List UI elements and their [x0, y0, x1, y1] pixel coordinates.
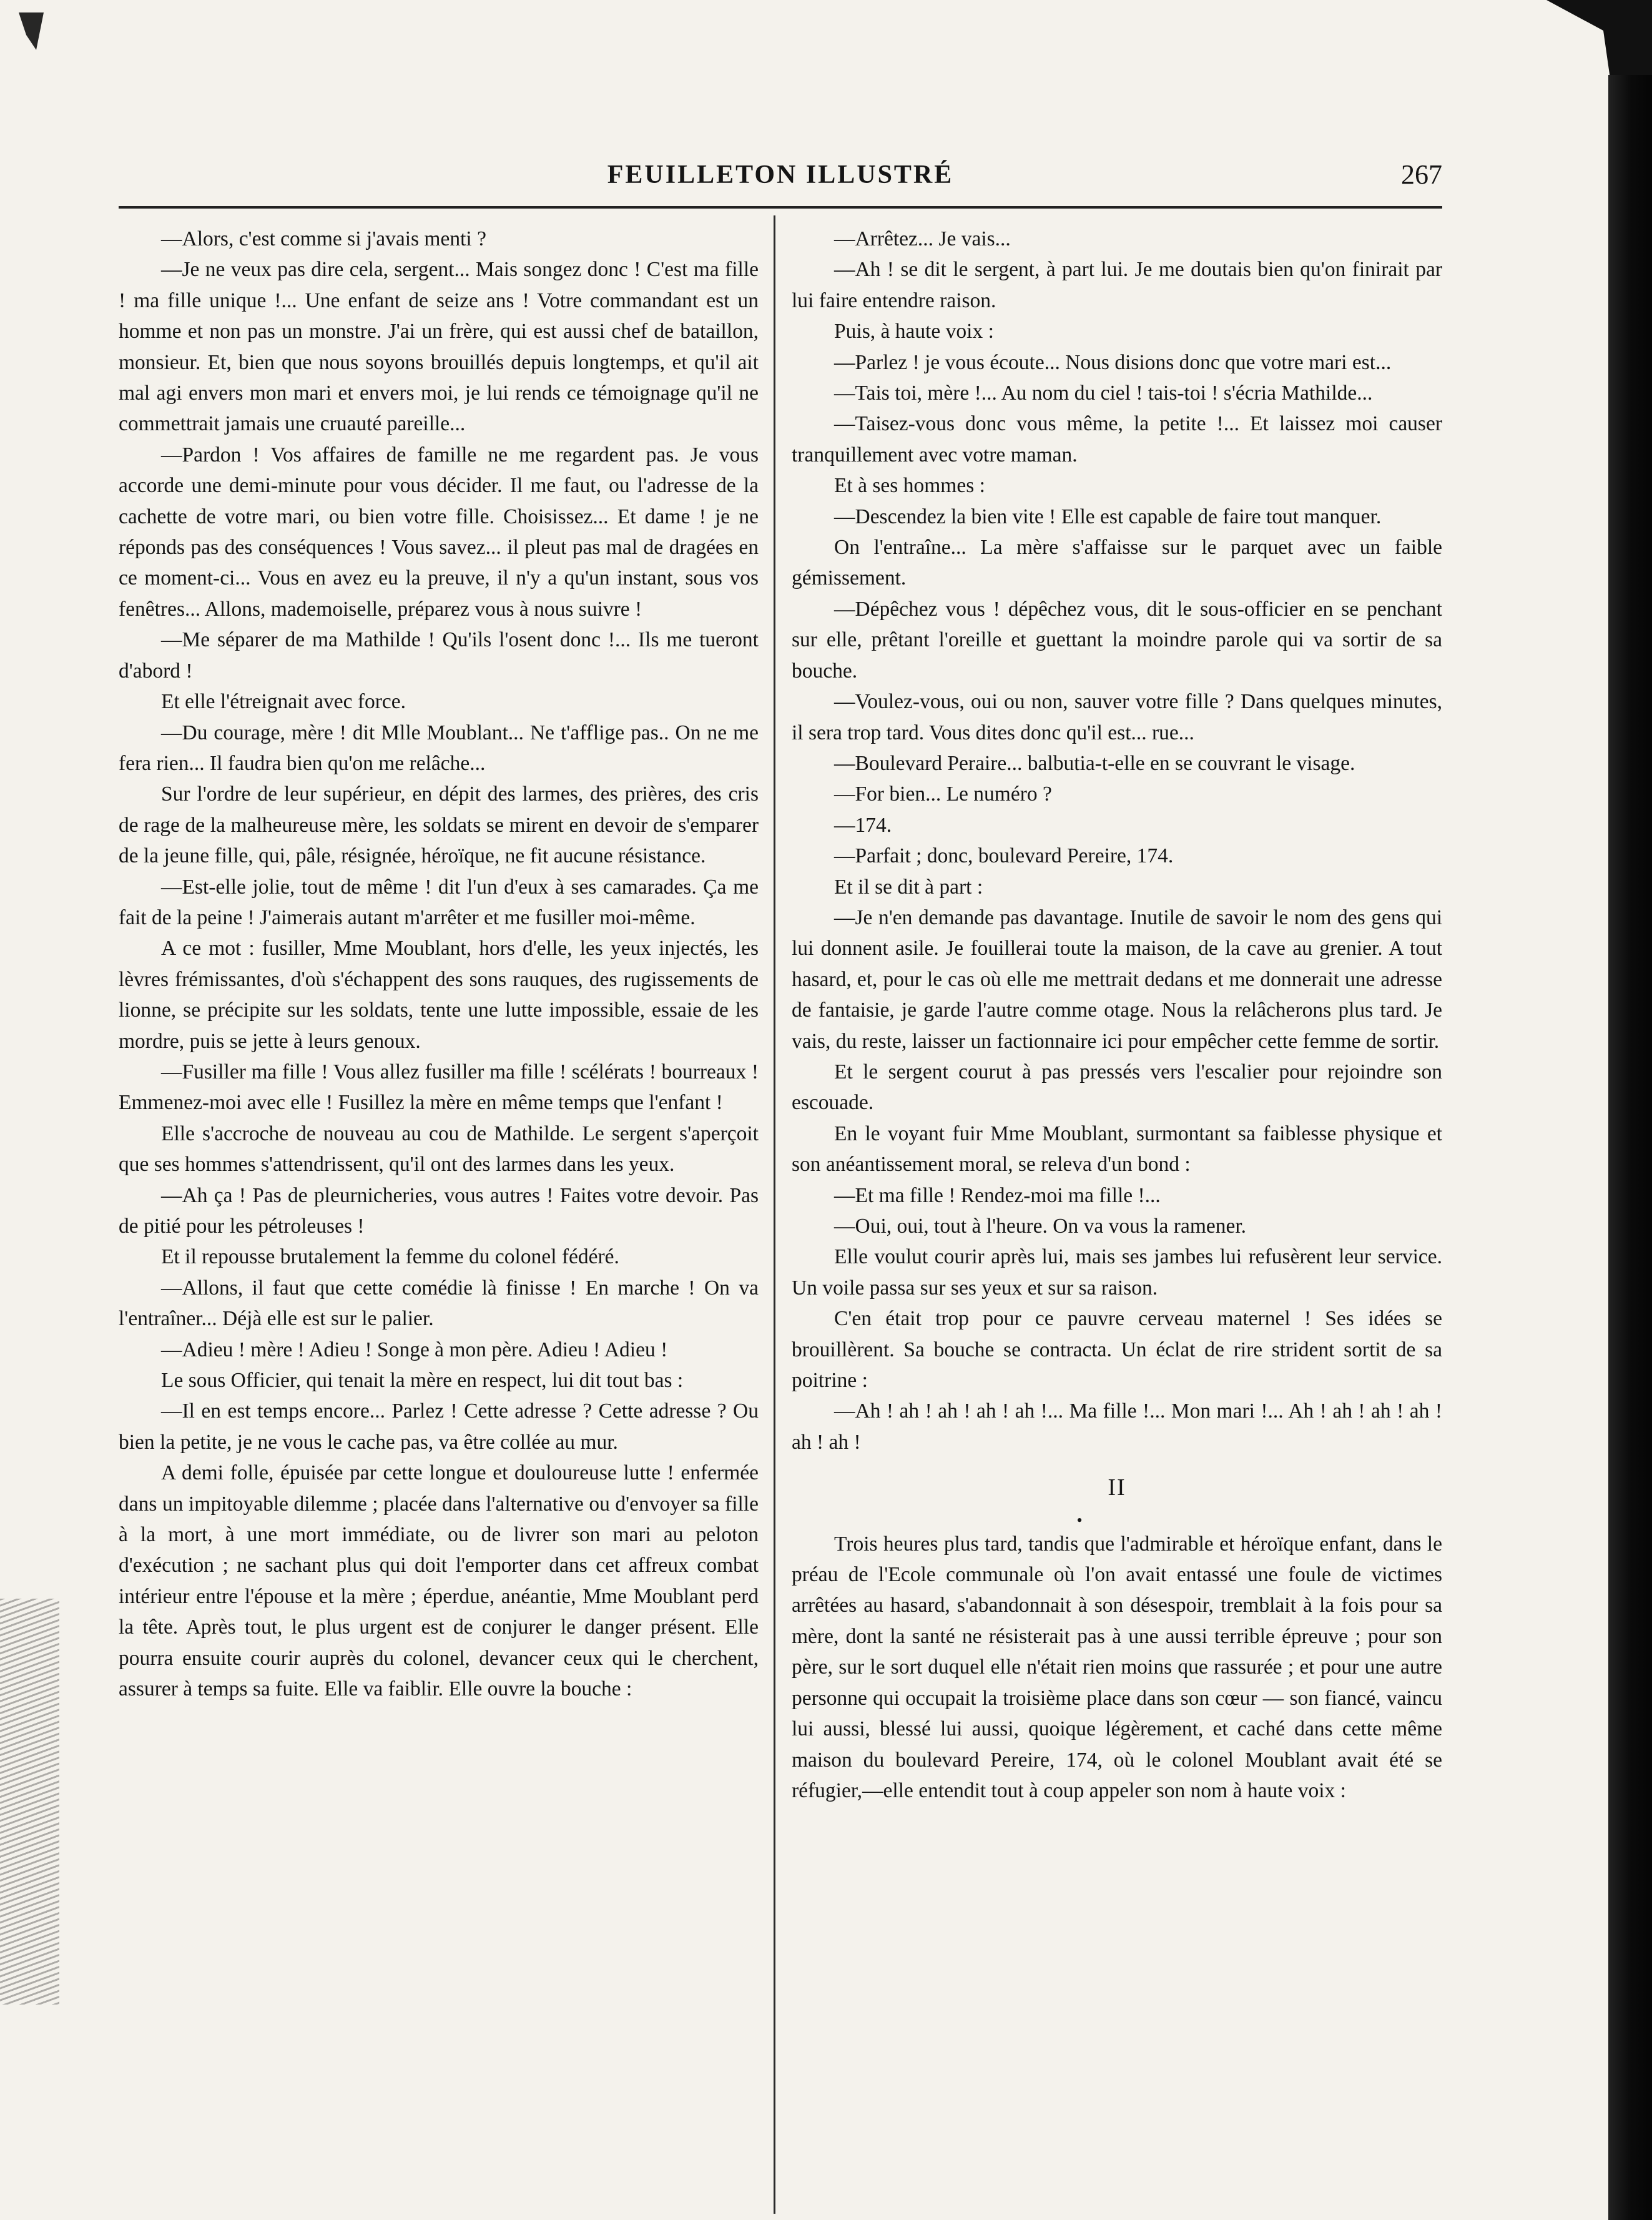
paragraph: Trois heures plus tard, tandis que l'admirable et héroïque enfant, dans le préau de l'Ecole communale où l'on avait entassé une foule de victimes arrêtées au hasard, s'abandonnait à son désespoir, tremblait à la fois pour sa mère, dont la santé ne résisterait pas à une aussi terrible épreuve ; pour son père, sur le sort duquel elle n'était rien moins que rassurée ; et pour une autre personne qui occupait la troisième place dans son cœur — son fiancé, vaincu lui aussi, blessé lui aussi, quoique légèrement, et caché dans cette même maison du boulevard Pereire, 174, où le colonel Moublant avait été se réfugier,—elle entendit tout à coup appeler son nom à haute voix :: [792, 1532, 1442, 1802]
paragraph: Sur l'ordre de leur supérieur, en dépit des larmes, des prières, des cris de rage de la malheureuse mère, les soldats se mirent en devoir de s'emparer de la jeune fille, qui, pâle, résignée, héroïque, ne fit aucune résistance.: [119, 782, 759, 868]
scan-edge-shadow: [1608, 75, 1652, 2220]
paragraph: —Il en est temps encore... Parlez ! Cette adresse ? Cette adresse ? Ou bien la petite, je ne vous le cache pas, va être collée au mur.: [119, 1399, 759, 1454]
right-column: [792, 224, 1442, 1806]
paragraph: Le sous Officier, qui tenait la mère en respect, lui dit tout bas :: [161, 1369, 684, 1393]
paragraph: —Alors, c'est comme si j'avais menti ?: [161, 227, 486, 250]
paragraph: C'en était trop pour ce pauvre cerveau maternel ! Ses idées se brouillèrent. Sa bouche se contracta. Un éclat de rire strident sortit de sa poitrine :: [792, 1307, 1442, 1393]
paragraph: Et il repousse brutalement la femme du colonel fédéré.: [161, 1245, 619, 1269]
scan-edge-shadow-top: [1490, 0, 1652, 87]
paragraph: Elle voulut courir après lui, mais ses jambes lui refusèrent leur service. Un voile passa sur ses yeux et sur sa raison.: [792, 1245, 1442, 1300]
section-heading: II: [1108, 1474, 1126, 1501]
paragraph: —Est-elle jolie, tout de même ! dit l'un d'eux à ses camarades. Ça me fait de la peine ! J'aimerais autant m'arrêter et me fusiller moi-même.: [119, 875, 759, 929]
paragraph: —Dépêchez vous ! dépêchez vous, dit le sous-officier en se penchant sur elle, prêtant l'oreille et guettant la moindre parole qui va sortir de sa bouche.: [792, 597, 1442, 683]
paragraph: —Tais toi, mère !... Au nom du ciel ! tais-toi ! s'écria Mathilde...: [834, 382, 1373, 405]
paragraph: —Boulevard Peraire... balbutia-t-elle en se couvrant le visage.: [834, 751, 1355, 775]
paragraph: —Arrêtez... Je vais...: [834, 227, 1011, 250]
paragraph: Et le sergent courut à pas pressés vers l'escalier pour rejoindre son escouade.: [792, 1060, 1442, 1115]
paragraph: Et il se dit à part :: [834, 875, 983, 899]
page-header: [119, 156, 1442, 200]
column-divider: [774, 215, 775, 2214]
paragraph: —Voulez-vous, oui ou non, sauver votre fille ? Dans quelques minutes, il sera trop tard. Vous dites donc qu'il est... rue...: [792, 690, 1442, 744]
paragraph: On l'entraîne... La mère s'affaisse sur le parquet avec un faible gémissement.: [792, 536, 1442, 590]
paragraph: —Pardon ! Vos affaires de famille ne me regardent pas. Je vous accorde une demi-minute pour vous décider. Il me faut, ou l'adresse de la cachette de votre mari, ou bien votre fille. Choisissez... Et dame ! je ne réponds pas des conséquences ! Vous savez... il pleut pas mal de dragées en ce moment-ci... Vous en avez eu la preuve, il n'y a qu'un instant, sous vos fenêtres... Allons, mademoiselle, préparez vous à nous suivre !: [119, 443, 759, 621]
running-title: FEUILLETON ILLUSTRÉ: [607, 160, 954, 189]
header-rule: [119, 206, 1442, 209]
right-column-part-1: [792, 224, 1442, 1458]
scan-smudge: [0, 1599, 59, 2005]
paragraph: Et à ses hommes :: [834, 474, 985, 498]
paragraph: A demi folle, épuisée par cette longue et douloureuse lutte ! enfermée dans un impitoyable dilemme ; placée dans l'alternative ou d'envoyer sa fille à la mort, à une mort immédiate, ou de livrer son mari au peloton d'exécution ; ne sachant plus qui doit l'emporter dans cet affreux combat intérieur entre l'épouse et la mère ; éperdue, anéantie, Mme Moublant perd la tête. Après tout, le plus urgent est de conjurer le danger présent. Elle pourra ensuite courir auprès du colonel, devancer ceux qui le cherchent, assurer à temps sa fuite. Elle va faiblir. Elle ouvre la bouche :: [119, 1461, 759, 1701]
paragraph: A ce mot : fusiller, Mme Moublant, hors d'elle, les yeux injectés, les lèvres frémissantes, d'où s'échappent des sons rauques, des rugissements de lionne, se précipite sur les soldats, tente une lutte impossible, essaie de les mordre, puis se jette à leurs genoux.: [119, 937, 759, 1053]
paragraph: —174.: [834, 813, 892, 837]
paragraph: —Je ne veux pas dire cela, sergent... Mais songez donc ! C'est ma fille ! ma fille unique !... Une enfant de seize ans ! Votre commandant est un homme et non pas un monstre. J'ai un frère, qui est aussi chef de bataillon, monsieur. Et, bien que nous soyons brouillés depuis longtemps, et qu'il ait mal agi envers mon mari et envers moi, je lui rends ce témoignage qu'il ne commettrait jamais une cruauté pareille...: [119, 258, 759, 436]
paragraph: En le voyant fuir Mme Moublant, surmontant sa faiblesse physique et son anéantissement moral, se releva d'un bond :: [792, 1122, 1442, 1177]
paragraph: —Taisez-vous donc vous même, la petite !... Et laissez moi causer tranquillement avec votre maman.: [792, 412, 1442, 466]
page-number: 267: [1401, 159, 1442, 190]
paragraph: —Descendez la bien vite ! Elle est capable de faire tout manquer.: [834, 505, 1382, 528]
paragraph: —Et ma fille ! Rendez-moi ma fille !...: [834, 1183, 1161, 1207]
paragraph: —Ah ! ah ! ah ! ah ! ah !... Ma fille !... Mon mari !... Ah ! ah ! ah ! ah ! ah ! ah !: [792, 1399, 1442, 1454]
paragraph: —Oui, oui, tout à l'heure. On va vous la ramener.: [834, 1215, 1247, 1238]
ornament-dot: •: [1076, 1511, 1083, 1529]
paragraph: —Fusiller ma fille ! Vous allez fusiller ma fille ! scélérats ! bourreaux ! Emmenez-moi avec elle ! Fusillez la mère en même temps que l'enfant !: [119, 1060, 759, 1115]
right-column-part-2: [792, 1529, 1442, 1807]
paragraph: —Allons, il faut que cette comédie là finisse ! En marche ! On va l'entraîner... Déjà elle est sur le palier.: [119, 1276, 759, 1331]
paragraph: —Du courage, mère ! dit Mlle Moublant... Ne t'afflige pas.. On ne me fera rien... Il faudra bien qu'on me relâche...: [119, 721, 759, 775]
paragraph: Puis, à haute voix :: [834, 320, 994, 343]
paragraph: —Adieu ! mère ! Adieu ! Songe à mon père. Adieu ! Adieu !: [161, 1338, 668, 1361]
paragraph: —Ah ! se dit le sergent, à part lui. Je me doutais bien qu'on finirait par lui faire entendre raison.: [792, 258, 1442, 312]
paragraph: Et elle l'étreignait avec force.: [161, 690, 406, 714]
paragraph: —For bien... Le numéro ?: [834, 782, 1052, 806]
scan-corner-mark: [19, 12, 44, 50]
paragraph: —Je n'en demande pas davantage. Inutile de savoir le nom des gens qui lui donnent asile. Je fouillerai toute la maison, de la cave au grenier. A tout hasard, et, pour le cas où elle me mettrait dedans et me donnerait une adresse de fantaisie, je garde l'autre comme otage. Nous la relâcherons plus tard. Je vais, du reste, laisser un factionnaire ici pour empêcher cette femme de sortir.: [792, 905, 1442, 1053]
paragraph: —Me séparer de ma Mathilde ! Qu'ils l'osent donc !... Ils me tueront d'abord !: [119, 628, 759, 683]
paragraph: —Parfait ; donc, boulevard Pereire, 174.: [834, 844, 1174, 868]
paragraph: —Parlez ! je vous écoute... Nous disions donc que votre mari est...: [834, 350, 1392, 374]
paragraph: Elle s'accroche de nouveau au cou de Mathilde. Le sergent s'aperçoit que ses hommes s'attendrissent, qu'il ont des larmes dans les yeux.: [119, 1122, 759, 1177]
left-column: [119, 224, 759, 1705]
paragraph: —Ah ça ! Pas de pleurnicheries, vous autres ! Faites votre devoir. Pas de pitié pour les pétroleuses !: [119, 1183, 759, 1238]
